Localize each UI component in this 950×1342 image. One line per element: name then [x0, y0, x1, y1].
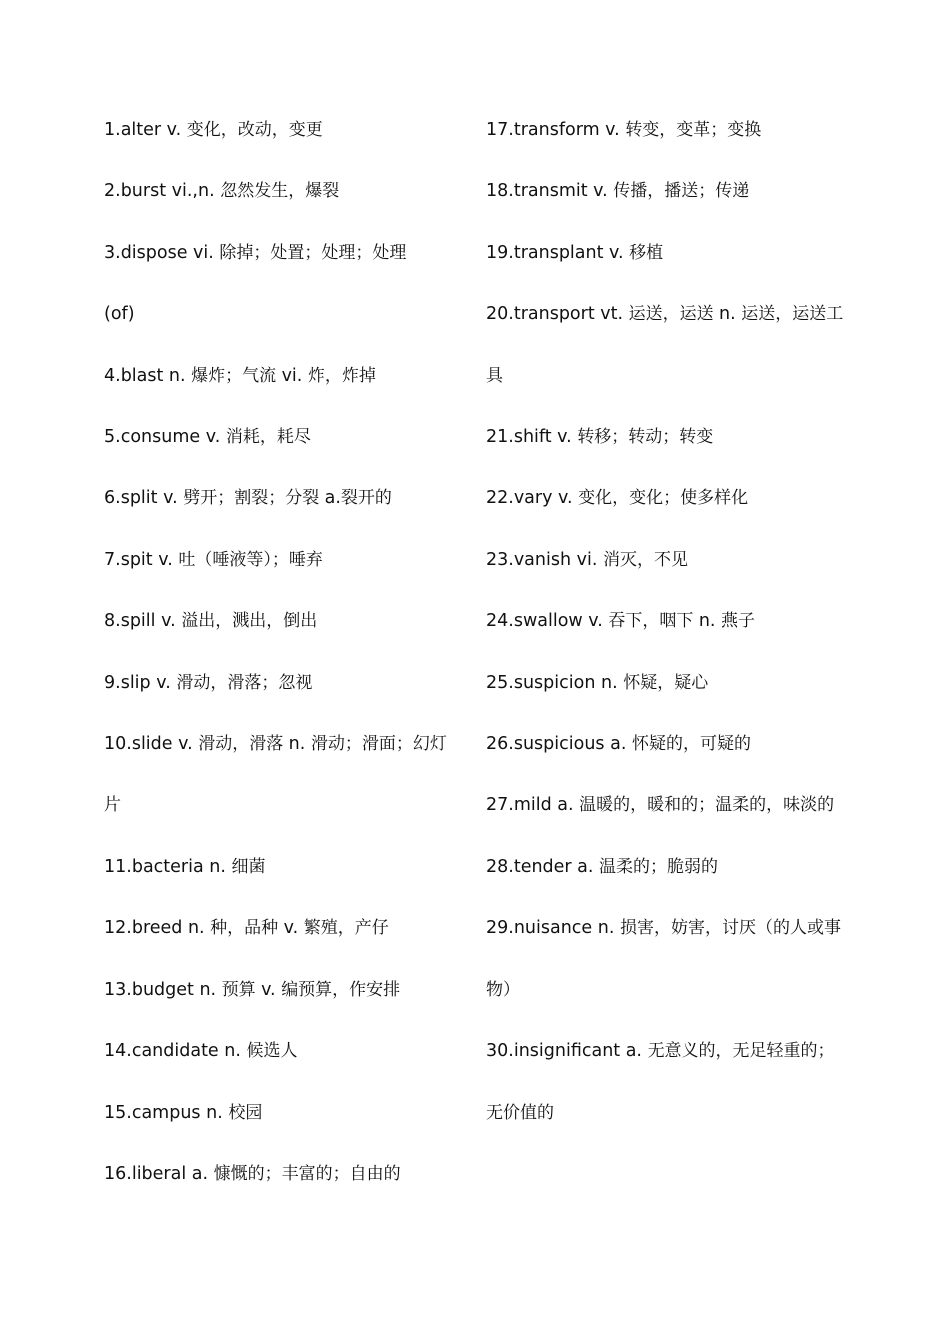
vocab-entry: [486, 653, 848, 714]
vocab-entry: [104, 530, 454, 591]
vocab-term: 7.spit v.: [104, 549, 179, 570]
vocab-term: a.: [324, 488, 341, 509]
vocab-term: 13.budget n.: [104, 979, 222, 1000]
vocab-term: 1.alter v.: [104, 120, 187, 140]
vocab-definition: 滑动，滑落: [198, 734, 289, 755]
vocab-entry: [104, 591, 454, 652]
vocab-term: n.: [698, 611, 722, 632]
vocab-entry: [486, 468, 848, 529]
vocab-definition: 溢出，溅出，倒出: [181, 611, 318, 632]
vocab-definition: 慷慨的；丰富的；自由的: [213, 1163, 401, 1184]
vocab-definition: 传播，播送；传递: [613, 181, 750, 202]
vocab-definition: 滑动；滑面；幻灯片: [104, 734, 447, 816]
vocab-term: 26.suspicious a.: [486, 734, 632, 755]
vocab-term: n.: [288, 734, 311, 755]
vocab-entry: [486, 530, 848, 591]
vocab-term: 30.insignificant a.: [486, 1041, 648, 1062]
vocab-definition: 无意义的，无足轻重的；无价值的: [486, 1041, 835, 1123]
vocab-definition: 预算: [221, 979, 262, 1000]
vocab-definition: 炸，炸掉: [307, 365, 376, 386]
vocab-definition: 滑动，滑落；忽视: [176, 672, 313, 693]
vocab-definition: 除掉；处置；处理；处理: [219, 242, 407, 263]
vocab-definition: 温柔的；脆弱的: [599, 856, 719, 877]
vocab-entry: [104, 346, 454, 407]
vocab-definition: 变化，变化；使多样化: [578, 488, 749, 509]
vocab-definition: 编预算，作安排: [281, 979, 401, 1000]
vocab-definition: 吞下，咽下: [608, 611, 699, 632]
vocab-entry: [104, 653, 454, 714]
vocab-definition: 消灭，不见: [602, 549, 688, 570]
vocab-definition: 消耗，耗尽: [225, 427, 311, 448]
vocab-entry: [486, 223, 848, 284]
vocab-term: 15.campus n.: [104, 1102, 229, 1123]
vocab-term: n.: [719, 304, 742, 325]
vocab-definition: 运送，运送: [628, 304, 720, 325]
vocab-definition: 忽然发生，爆裂: [220, 181, 340, 202]
vocab-entry: [104, 407, 454, 468]
vocab-term: 25.suspicion n.: [486, 672, 624, 693]
vocab-entry: [486, 100, 848, 161]
vocab-definition: 变化，改动，变更: [186, 120, 323, 140]
vocab-entry: [104, 161, 454, 222]
vocab-entry: [486, 161, 848, 222]
vocab-definition: 候选人: [246, 1041, 298, 1062]
vocab-definition: 燕子: [721, 611, 756, 632]
vocab-term: 17.transform v.: [486, 120, 626, 140]
vocab-term: 6.split v.: [104, 488, 184, 509]
vocab-definition: 运送，运送工具: [486, 304, 844, 386]
vocab-term: 28.tender a.: [486, 856, 600, 877]
vocab-definition: 吐（唾液等）；唾弃: [178, 549, 323, 570]
vocab-entry: [104, 100, 454, 161]
vocab-entry: [104, 898, 454, 959]
vocab-definition: 种，品种: [210, 918, 284, 939]
vocab-definition: 温暖的，暖和的；温柔的，味淡的: [579, 795, 835, 816]
vocab-term: 21.shift v.: [486, 427, 578, 448]
vocab-term: 2.burst vi.,n.: [104, 181, 221, 202]
vocab-definition: 损害，妨害，讨厌（的人或事物）: [486, 918, 841, 1000]
vocab-entry: [486, 837, 848, 898]
vocab-definition: 裂开的: [340, 488, 392, 509]
vocab-term: 27.mild a.: [486, 795, 580, 816]
vocab-definition: 细菌: [231, 856, 266, 877]
vocab-term: 19.transplant v.: [486, 242, 630, 263]
vocab-definition: 怀疑，疑心: [623, 672, 709, 693]
vocab-column-left: [104, 100, 454, 1205]
vocab-term: v.: [283, 918, 304, 939]
vocab-definition: 移植: [629, 242, 664, 263]
vocab-term: 5.consume v.: [104, 427, 226, 448]
vocab-term: 16.liberal a.: [104, 1163, 214, 1184]
vocab-entry: [104, 1144, 454, 1205]
vocab-entry: [486, 591, 848, 652]
vocab-term: 23.vanish vi.: [486, 549, 603, 570]
vocab-column-right: [486, 100, 848, 1144]
vocab-term: 20.transport vt.: [486, 304, 629, 325]
vocab-term: v.: [261, 979, 282, 1000]
vocab-entry: [486, 284, 848, 407]
vocab-term: 11.bacteria n.: [104, 856, 232, 877]
vocab-term: 9.slip v.: [104, 672, 177, 693]
vocab-term: 3.dispose vi.: [104, 242, 220, 263]
vocab-entry: [486, 898, 848, 1021]
vocab-term: vi.: [281, 365, 308, 386]
vocab-entry: [104, 837, 454, 898]
vocab-entry: [104, 468, 454, 529]
vocab-term: 24.swallow v.: [486, 611, 609, 632]
vocab-entry: [104, 1021, 454, 1082]
vocab-entry: [486, 1021, 848, 1144]
vocab-definition: 怀疑的，可疑的: [631, 734, 751, 755]
vocab-entry: [486, 407, 848, 468]
vocab-definition: 爆炸；气流: [191, 365, 282, 386]
vocab-entry: [104, 1083, 454, 1144]
vocab-term: 12.breed n.: [104, 918, 211, 939]
vocab-term: 18.transmit v.: [486, 181, 614, 202]
vocab-entry: [486, 714, 848, 775]
vocab-term: 29.nuisance n.: [486, 918, 620, 939]
vocab-term: 10.slide v.: [104, 734, 199, 755]
vocab-term: (of): [104, 304, 135, 325]
vocab-definition: 转移；转动；转变: [577, 427, 714, 448]
vocab-term: 14.candidate n.: [104, 1041, 247, 1062]
vocab-entry: [486, 775, 848, 836]
vocab-entry: [104, 960, 454, 1021]
vocab-term: 4.blast n.: [104, 365, 192, 386]
vocab-entry: [104, 223, 454, 346]
vocab-term: 8.spill v.: [104, 611, 182, 632]
vocab-entry: [104, 714, 454, 837]
vocab-definition: 劈开；割裂；分裂: [183, 488, 325, 509]
vocab-definition: 繁殖，产仔: [303, 918, 389, 939]
vocab-definition: 转变，变革；变换: [625, 120, 762, 140]
vocab-term: 22.vary v.: [486, 488, 579, 509]
vocab-definition: 校园: [228, 1102, 263, 1123]
